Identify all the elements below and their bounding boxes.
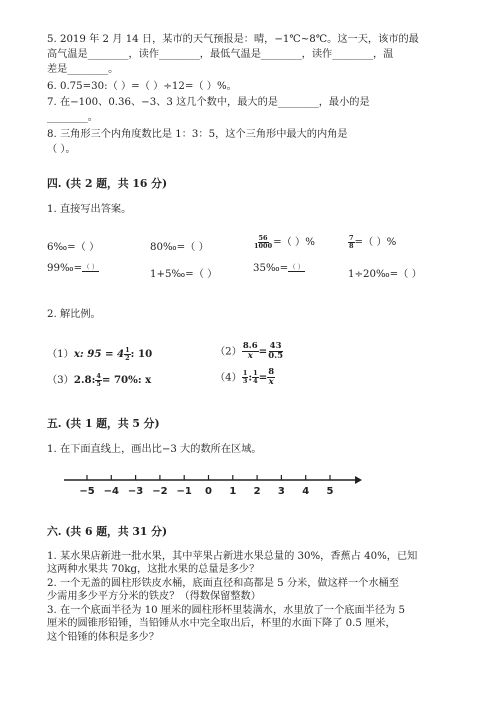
- calc-80-per-mille: 80‰=（ ）: [150, 242, 209, 253]
- q5-line-3: 差是________。: [47, 64, 119, 75]
- q7-line-1: 7. 在−100、0.36、−3、3 这几个数中，最大的是________，最小的是: [47, 97, 370, 108]
- tick-label: 2: [253, 486, 261, 497]
- section-4-q2-title: 2. 解比例。: [47, 309, 101, 320]
- calc-35-per-mille: 35‰= （ ）: [253, 263, 305, 274]
- calc-6-per-mille: 6‰=（ ）: [47, 242, 100, 253]
- fraction-blank-c: （ ）: [289, 263, 305, 271]
- section-4-heading: 四. (共 2 题，共 16 分): [47, 177, 168, 190]
- fraction-blank-a: （ ）: [83, 263, 99, 271]
- section-4-q1-title: 1. 直接写出答案。: [47, 204, 132, 215]
- fraction-1-4: $\frac{1}{4}$: [253, 369, 258, 385]
- tick-label: 4: [302, 486, 310, 497]
- calc-1-plus-5-per-mille: 1+5‰=（ ）: [150, 269, 218, 280]
- proportion-3: （3）2.8: $\frac{4}{5}$ = 70%: x: [47, 371, 152, 388]
- tick-label: −4: [103, 486, 119, 497]
- q6-line: 6. 0.75=30:（ ）=（ ）÷12=（ ）%。: [47, 81, 237, 92]
- tick-label: −3: [127, 486, 144, 497]
- calc-1-div-20-per-mille: 1÷20‰=（ ）: [348, 269, 422, 280]
- calc-99-per-mille: 99‰= （ ）: [47, 263, 99, 274]
- tick-label: −5: [79, 486, 95, 497]
- section-6-q3-line-3: 这个铅锤的体积是多少？: [47, 632, 160, 643]
- tick-label: 5: [326, 486, 334, 497]
- section-6-q3-line-1: 3. 在一个底面半径为 10 厘米的圆柱形杯里装满水，水里放了一个底面半径为 5: [47, 605, 405, 616]
- tick-label: 1: [229, 486, 237, 497]
- fraction-1-2: $\frac{1}{2}$: [125, 345, 130, 362]
- fraction-8.6-x: $\frac{8.6}{x}$: [242, 341, 258, 361]
- q7-line-2: ________。: [47, 112, 98, 123]
- proportion-2: （2） $\frac{8.6}{x}$ = $\frac{43}{0.5}$: [215, 341, 283, 361]
- q5-line-2: 高气温是________，读作________，最低气温是________，读作________，温: [47, 49, 394, 60]
- tick-label: 3: [277, 486, 285, 497]
- section-6-q1-line-2: 这两种水果共 70kg，这批水果的总量是多少？: [47, 564, 260, 575]
- section-5-q1-text: 1. 在下面直线上，画出比−3 大的数所在区域。: [47, 444, 262, 455]
- section-6-q2-line-1: 2. 一个无盖的圆柱形铁皮水桶，底面直径和高都是 5 分米，做这样一个水桶至: [47, 578, 399, 589]
- section-6-q1-line-1: 1. 某水果店新进一批水果，其中苹果占新进水果总量的 30%，香蕉占 40%，已知: [47, 551, 418, 562]
- proportion-1: （1）x: 95 = 4 $\frac{1}{2}$ : 10: [47, 345, 153, 362]
- tick-label: 0: [205, 486, 212, 497]
- fraction-43-0.5: $\frac{43}{0.5}$: [268, 341, 283, 361]
- fraction-8-x: $\frac{8}{x}$: [268, 367, 275, 387]
- proportion-4: （4） $\frac{1}{3}$ : $\frac{1}{4}$ = $\frac{8}{x}$: [215, 367, 275, 387]
- fraction-1-3: $\frac{1}{3}$: [242, 369, 248, 385]
- fraction-7-8: $\frac{7}{8}$: [349, 233, 354, 250]
- calc-56-over-1000: $\frac{56}{1000}$ =（ ）%: [254, 233, 315, 250]
- calc-7-over-8: $\frac{7}{8}$ =（ ）%: [349, 233, 397, 250]
- fraction-4-5: $\frac{4}{5}$: [96, 371, 101, 388]
- section-6-q3-line-2: 厘米的圆锥形铅锤，当铅锤从水中完全取出后，杯里的水面下降了 0.5 厘米，: [47, 618, 396, 629]
- q8-line-2: （ ）。: [47, 144, 76, 155]
- tick-label: −1: [176, 486, 192, 497]
- number-line-ticks: [87, 475, 330, 480]
- section-6-q2-line-2: 少需用多少平方分米的铁皮？（得数保留整数）: [47, 591, 261, 602]
- q5-line-1: 5. 2019 年 2 月 14 日，某市的天气预报是：晴，−1℃~8℃。这一天，该市的最: [47, 34, 419, 45]
- section-6-heading: 六. (共 6 题，共 31 分): [47, 525, 168, 538]
- number-line-arrow-icon: [355, 476, 362, 484]
- section-5-heading: 五. (共 1 题，共 5 分): [47, 417, 160, 430]
- tick-label: −2: [152, 486, 168, 497]
- fraction-56-1000: $\frac{56}{1000}$: [254, 233, 273, 250]
- q8-line-1: 8. 三角形三个内角度数比是 1：3：5，这个三角形中最大的内角是: [47, 129, 348, 140]
